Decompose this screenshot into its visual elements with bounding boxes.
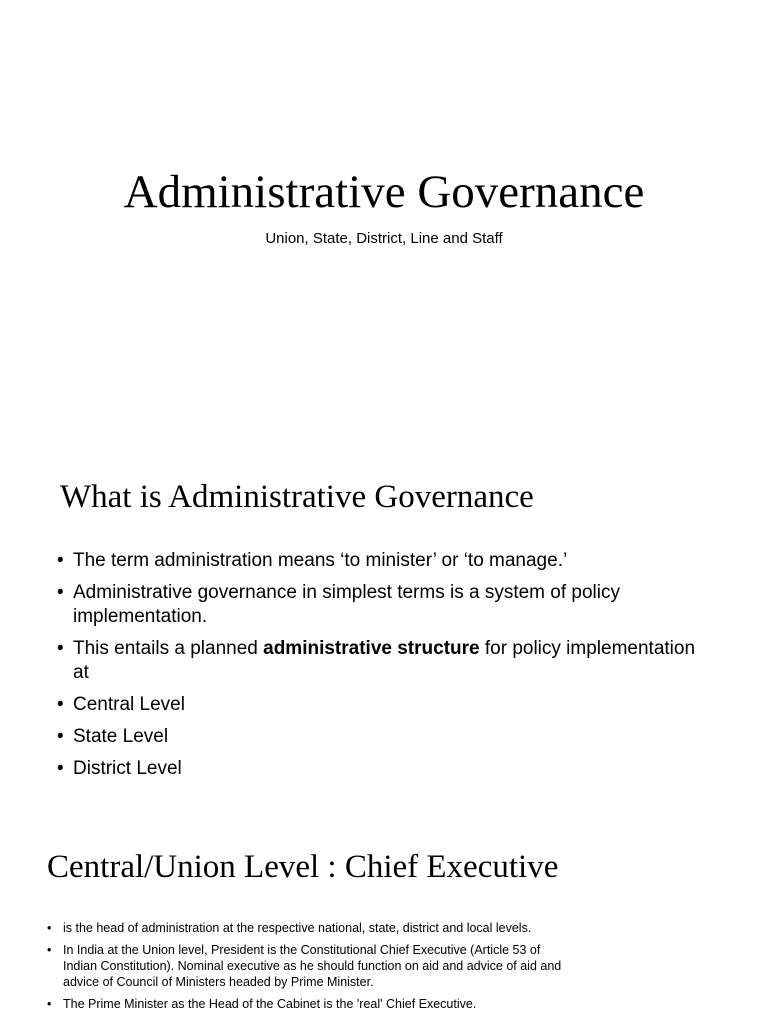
slide-title: Administrative Governance xyxy=(123,166,645,218)
bullet-item xyxy=(57,549,697,573)
slide-heading: What is Administrative Governance xyxy=(60,479,534,515)
bullet-text: State Level xyxy=(73,726,169,747)
bullet-icon: • xyxy=(57,550,64,571)
bullet-icon: • xyxy=(47,921,52,935)
bullet-list xyxy=(57,549,697,789)
bullet-text: The term administration means ‘to minister’ or ‘to manage.’ xyxy=(73,550,568,571)
bullet-text: The Prime Minister as the Head of the Cabinet is the 'real' Chief Executive. xyxy=(63,997,477,1011)
central-level-slide xyxy=(0,832,768,1024)
bullet-list xyxy=(47,920,577,1018)
bullet-icon: • xyxy=(57,758,64,779)
bullet-item xyxy=(57,637,697,685)
bullet-item xyxy=(47,920,577,936)
bullet-icon: • xyxy=(47,997,52,1011)
what-is-slide xyxy=(0,432,768,864)
slide-heading: Central/Union Level : Chief Executive xyxy=(47,849,559,885)
bullet-item xyxy=(57,725,697,749)
bullet-icon: • xyxy=(47,943,52,957)
bullet-text-start: This entails a planned xyxy=(73,638,264,659)
bullet-icon: • xyxy=(57,638,64,659)
bullet-text: District Level xyxy=(73,758,182,779)
title-slide xyxy=(0,0,768,432)
bullet-text-emphasis: administrative structure xyxy=(263,638,480,659)
bullet-icon: • xyxy=(57,694,64,715)
bullet-item xyxy=(47,996,577,1012)
bullet-text: Central Level xyxy=(73,694,185,715)
bullet-icon: • xyxy=(57,582,64,603)
bullet-item xyxy=(57,693,697,717)
bullet-icon: • xyxy=(57,726,64,747)
bullet-text: Administrative governance in simplest terms is a system of policy implementation. xyxy=(73,582,620,627)
bullet-text: is the head of administration at the respective national, state, district and local levels. xyxy=(63,921,532,935)
bullet-text-end: for policy implementation at xyxy=(73,638,696,683)
bullet-text: In India at the Union level, President is the Constitutional Chief Executive (Article 53 of Indian Constitution). Nominal executive as he should function on aid and advice of aid and advice of Council of Ministers headed by Prime Minister. xyxy=(63,943,562,989)
slide-subtitle: Union, State, District, Line and Staff xyxy=(265,230,503,247)
bullet-item xyxy=(57,581,697,629)
bullet-item xyxy=(57,757,697,781)
bullet-item xyxy=(47,942,577,990)
